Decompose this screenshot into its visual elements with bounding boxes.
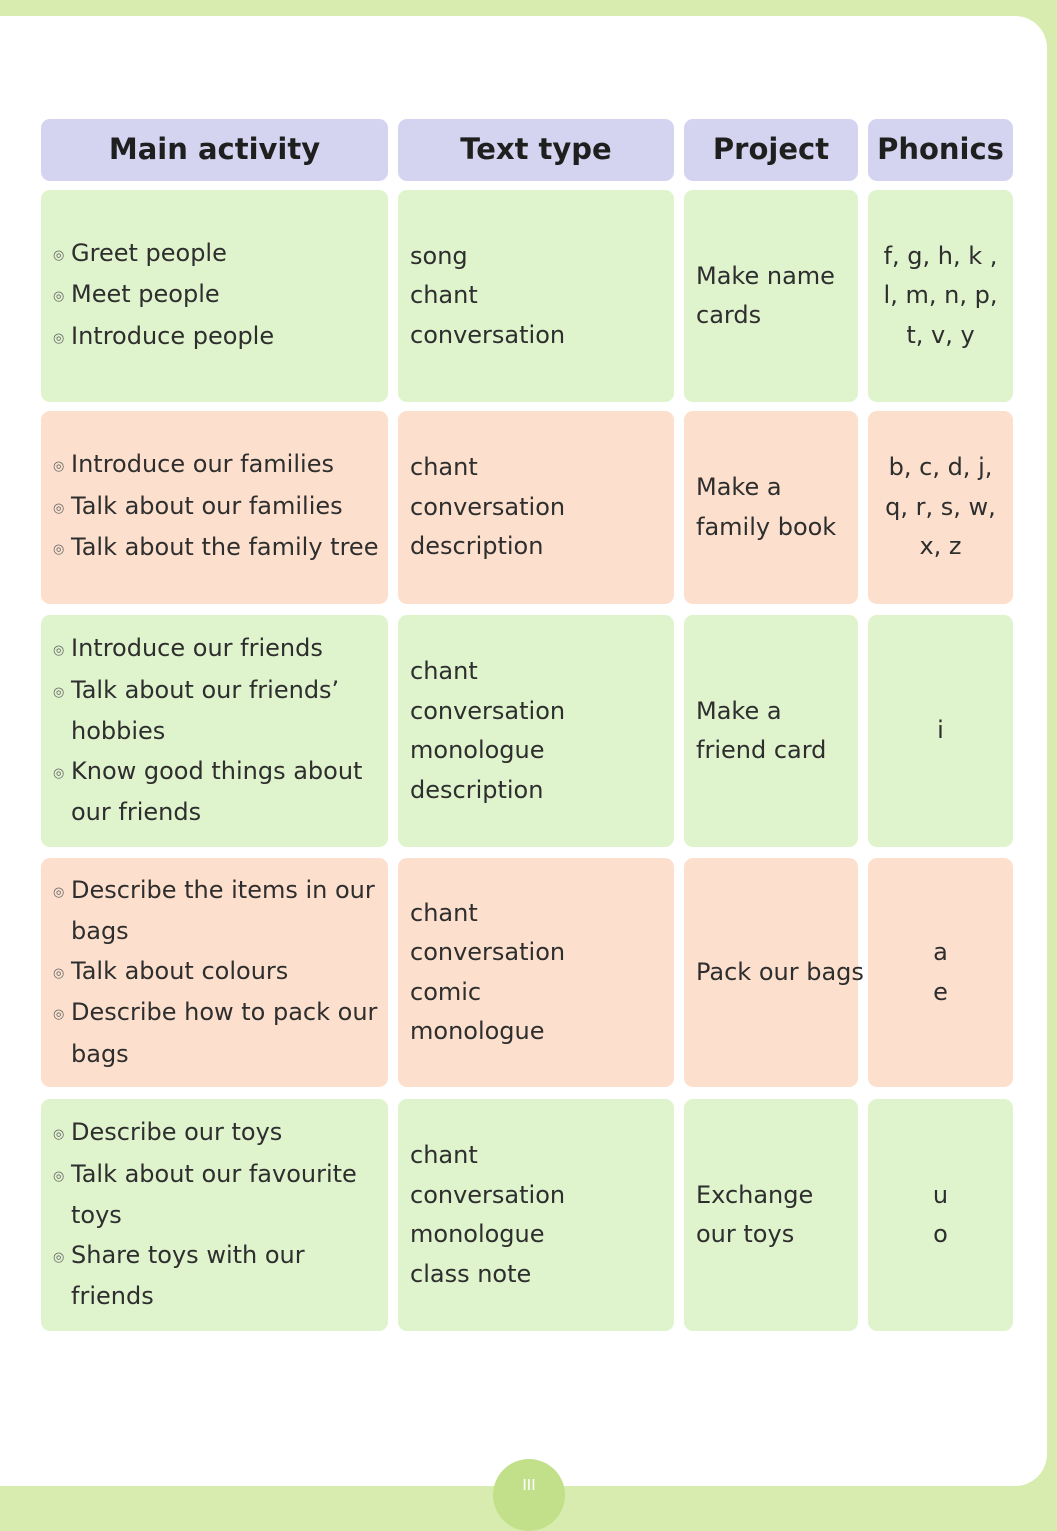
project-text: Make name cards: [696, 261, 835, 329]
activity-item: ◎ Introduce our friends: [71, 629, 380, 671]
row-2-main-activity: [41, 411, 388, 604]
activity-item: ◎ Describe the items in our bags: [71, 871, 380, 952]
text-type-item: conversation: [410, 696, 566, 725]
header-phonics: Phonics: [868, 119, 1013, 181]
text-type-item: monologue: [410, 1220, 545, 1248]
row-4-main-activity: [41, 858, 388, 1087]
row-1-project: [684, 190, 858, 402]
header-text-type: Text type: [398, 119, 674, 181]
row-1-phonics: [868, 190, 1013, 402]
project-text: Exchange our toys: [696, 1180, 814, 1248]
activity-item: ◎ Talk about our families: [71, 487, 380, 529]
project-text: Make a friend card: [696, 696, 827, 764]
activity-item: ◎ Know good things about our friends: [71, 752, 380, 833]
row-4-phonics: [868, 858, 1013, 1087]
activity-item: ◎ Describe how to pack our bags: [71, 993, 380, 1074]
activity-item: ◎ Talk about the family tree: [71, 528, 380, 570]
text-type-item: chant: [410, 657, 478, 685]
text-type-item: conversation: [410, 492, 566, 521]
row-2-text-type: [398, 411, 674, 604]
row-3-text-type: [398, 615, 674, 847]
project-text: Make a family book: [696, 473, 837, 541]
page-number: III: [522, 1476, 536, 1494]
text-type-item: description: [410, 775, 544, 804]
text-type-item: chant: [410, 453, 478, 482]
header-project: Project: [684, 119, 858, 181]
phonics-line: a: [933, 938, 948, 966]
activity-item: ◎ Introduce our families: [71, 445, 380, 487]
text-type-item: conversation: [410, 1180, 566, 1209]
activity-list: [53, 871, 380, 1075]
text-type-item: monologue: [410, 736, 545, 764]
header-main-activity: Main activity: [41, 119, 388, 181]
row-5-project: [684, 1099, 858, 1331]
activity-item: ◎ Describe our toys: [71, 1113, 380, 1155]
row-4-project: [684, 858, 864, 1087]
phonics-line: t, v, y: [906, 320, 975, 349]
page-number-badge: [493, 1459, 565, 1531]
text-type-item: class note: [410, 1259, 532, 1288]
text-type-item: monologue: [410, 1017, 545, 1045]
text-type-item: conversation: [410, 938, 566, 966]
activity-item: ◎ Greet people: [71, 234, 380, 276]
phonics-line: q, r, s, w,: [885, 492, 996, 521]
activity-item: ◎ Share toys with our friends: [71, 1236, 380, 1317]
row-3-main-activity: [41, 615, 388, 847]
row-4-text-type: [398, 858, 674, 1087]
text-type-item: conversation: [410, 320, 566, 349]
phonics-line: f, g, h, k ,: [883, 241, 998, 270]
activity-item: ◎ Talk about our friends’ hobbies: [71, 671, 380, 752]
activity-list: [53, 445, 380, 570]
activity-item: ◎ Talk about our favourite toys: [71, 1155, 380, 1236]
row-5-phonics: [868, 1099, 1013, 1331]
activity-list: [53, 234, 380, 359]
phonics-line: l, m, n, p,: [883, 281, 998, 310]
row-1-text-type: [398, 190, 674, 402]
phonics-line: x, z: [919, 532, 962, 561]
activity-item: ◎ Meet people: [71, 275, 380, 317]
row-2-phonics: [868, 411, 1013, 604]
text-type-item: chant: [410, 1141, 478, 1169]
text-type-item: chant: [410, 898, 478, 927]
text-type-item: song: [410, 241, 468, 270]
text-type-item: comic: [410, 977, 482, 1006]
project-text: Pack our bags: [696, 957, 864, 986]
activity-item: ◎ Talk about colours: [71, 952, 380, 994]
row-3-project: [684, 615, 858, 847]
text-type-item: description: [410, 532, 544, 561]
row-5-main-activity: [41, 1099, 388, 1331]
phonics-line: b, c, d, j,: [888, 453, 993, 482]
row-1-main-activity: [41, 190, 388, 402]
activity-list: [53, 629, 380, 833]
phonics-line: u: [932, 1180, 949, 1209]
activity-list: [53, 1113, 380, 1317]
row-2-project: [684, 411, 858, 604]
phonics-line: e: [933, 977, 948, 1006]
row-5-text-type: [398, 1099, 674, 1331]
text-type-item: chant: [410, 281, 478, 310]
row-3-phonics: [868, 615, 1013, 847]
phonics-line: i: [937, 716, 944, 745]
phonics-line: o: [933, 1220, 948, 1248]
activity-item: ◎ Introduce people: [71, 317, 380, 359]
page-sheet: [0, 16, 1047, 1486]
